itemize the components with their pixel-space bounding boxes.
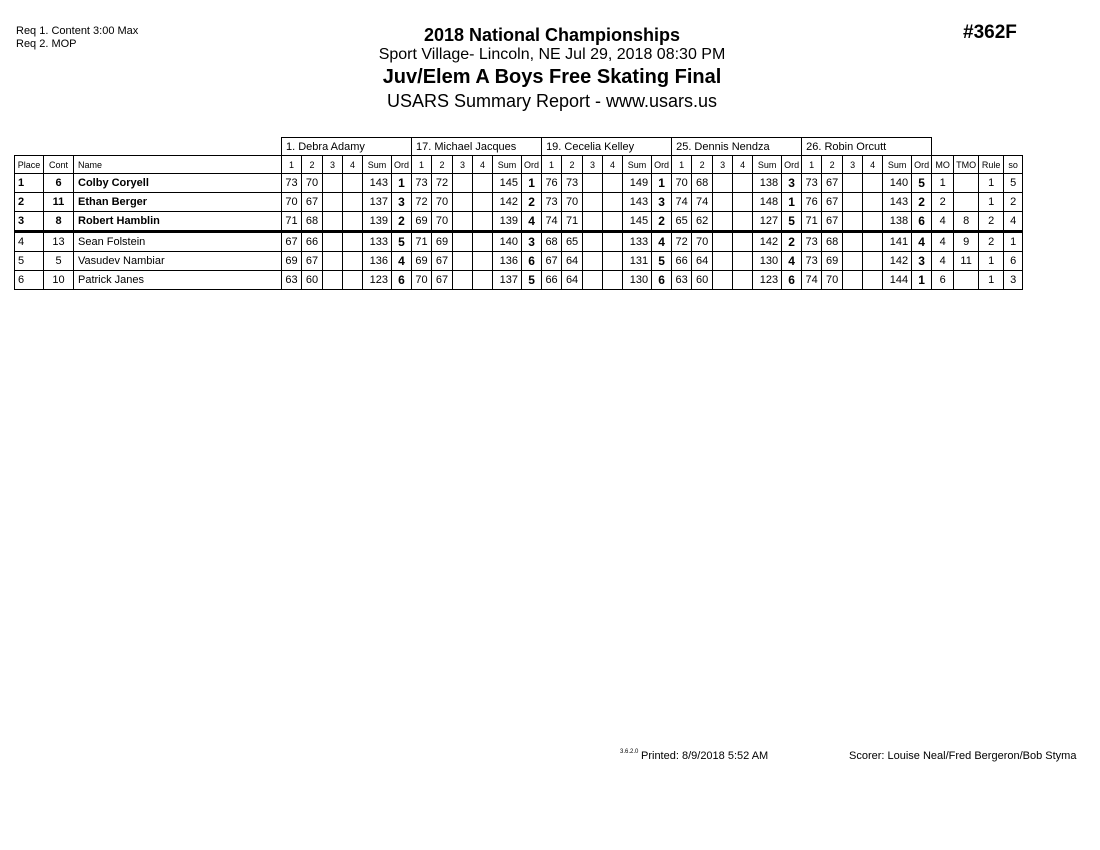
score-3 <box>583 232 603 252</box>
mo-cell: 4 <box>932 252 954 271</box>
report-name: USARS Summary Report - www.usars.us <box>386 91 718 111</box>
score-3 <box>843 212 863 232</box>
score-3 <box>843 232 863 252</box>
score-4 <box>603 232 623 252</box>
score-4 <box>603 252 623 271</box>
score-sum: 130 <box>753 252 782 271</box>
score-1: 76 <box>802 193 822 212</box>
score-3 <box>323 232 343 252</box>
place-cell: 6 <box>15 271 44 290</box>
score-2: 70 <box>302 174 323 193</box>
table-row <box>15 193 1023 212</box>
mo-header: MO <box>932 156 954 174</box>
score-2: 70 <box>822 271 843 290</box>
judge-name: 19. Cecelia Kelley <box>542 138 672 156</box>
score-sum: 148 <box>753 193 782 212</box>
score-1: 74 <box>802 271 822 290</box>
judge-column-header: Ord <box>522 156 542 174</box>
score-2: 69 <box>432 232 453 252</box>
ordinal: 3 <box>912 252 932 271</box>
score-1: 66 <box>672 252 692 271</box>
score-2: 70 <box>692 232 713 252</box>
score-3 <box>713 232 733 252</box>
tmo-cell: 9 <box>954 232 979 252</box>
score-2: 67 <box>432 252 453 271</box>
score-4 <box>343 212 363 232</box>
judge-column-header: 1 <box>412 156 432 174</box>
score-sum: 123 <box>363 271 392 290</box>
judge-column-header: 1 <box>282 156 302 174</box>
judge-column-header: Ord <box>652 156 672 174</box>
judge-column-header: Sum <box>493 156 522 174</box>
ordinal: 4 <box>912 232 932 252</box>
score-2: 68 <box>822 232 843 252</box>
score-sum: 143 <box>883 193 912 212</box>
ordinal: 1 <box>912 271 932 290</box>
score-4 <box>733 174 753 193</box>
place-cell: 3 <box>15 212 44 232</box>
judge-column-header: Sum <box>363 156 392 174</box>
ordinal: 5 <box>522 271 542 290</box>
table-row <box>15 174 1023 193</box>
score-3 <box>583 174 603 193</box>
score-1: 67 <box>542 252 562 271</box>
score-3 <box>583 212 603 232</box>
judge-column-header: 3 <box>453 156 473 174</box>
report-header <box>250 24 854 112</box>
mo-cell: 6 <box>932 271 954 290</box>
place-cell: 4 <box>15 232 44 252</box>
tmo-cell <box>954 174 979 193</box>
score-2: 72 <box>432 174 453 193</box>
score-4 <box>473 271 493 290</box>
version-code: 3.6.2.0 <box>620 749 639 755</box>
score-1: 66 <box>542 271 562 290</box>
rule-cell: 1 <box>979 271 1004 290</box>
mo-cell: 4 <box>932 232 954 252</box>
score-4 <box>343 193 363 212</box>
judge-column-header: 2 <box>822 156 843 174</box>
ordinal: 6 <box>652 271 672 290</box>
score-2: 60 <box>302 271 323 290</box>
ordinal: 1 <box>652 174 672 193</box>
score-1: 67 <box>282 232 302 252</box>
ordinal: 5 <box>652 252 672 271</box>
report-subtitle: Sport Village- Lincoln, NE Jul 29, 2018 08:30 PM <box>378 46 726 63</box>
score-2: 68 <box>692 174 713 193</box>
score-3 <box>453 174 473 193</box>
score-1: 69 <box>412 212 432 232</box>
judge-column-header: 4 <box>863 156 883 174</box>
name-header: Name <box>74 156 282 174</box>
judge-column-header: Sum <box>623 156 652 174</box>
score-sum: 142 <box>493 193 522 212</box>
skater-name: Patrick Janes <box>74 271 282 290</box>
ordinal: 6 <box>782 271 802 290</box>
score-1: 73 <box>282 174 302 193</box>
ordinal: 2 <box>782 232 802 252</box>
cont-cell: 13 <box>44 232 74 252</box>
skater-name: Colby Coryell <box>74 174 282 193</box>
score-sum: 142 <box>883 252 912 271</box>
score-1: 70 <box>282 193 302 212</box>
mo-cell: 2 <box>932 193 954 212</box>
rule-cell: 1 <box>979 193 1004 212</box>
judge-name: 17. Michael Jacques <box>412 138 542 156</box>
mo-cell: 4 <box>932 212 954 232</box>
skater-name: Sean Folstein <box>74 232 282 252</box>
ordinal: 3 <box>782 174 802 193</box>
score-3 <box>713 212 733 232</box>
score-1: 72 <box>412 193 432 212</box>
score-4 <box>863 174 883 193</box>
judges-row <box>15 138 1023 156</box>
score-sum: 127 <box>753 212 782 232</box>
score-sum: 140 <box>493 232 522 252</box>
score-2: 67 <box>432 271 453 290</box>
score-1: 68 <box>542 232 562 252</box>
judge-column-header: 1 <box>672 156 692 174</box>
skater-name: Robert Hamblin <box>74 212 282 232</box>
ordinal: 2 <box>652 212 672 232</box>
cont-cell: 6 <box>44 174 74 193</box>
score-4 <box>343 232 363 252</box>
score-4 <box>603 212 623 232</box>
judge-column-header: 3 <box>843 156 863 174</box>
score-2: 64 <box>562 271 583 290</box>
ordinal: 4 <box>782 252 802 271</box>
score-2: 60 <box>692 271 713 290</box>
score-1: 69 <box>282 252 302 271</box>
score-4 <box>863 252 883 271</box>
score-3 <box>453 232 473 252</box>
score-1: 73 <box>412 174 432 193</box>
judge-column-header: Ord <box>392 156 412 174</box>
rule-cell: 1 <box>979 252 1004 271</box>
score-3 <box>843 252 863 271</box>
judge-column-header: Ord <box>912 156 932 174</box>
ordinal: 6 <box>912 212 932 232</box>
score-sum: 142 <box>753 232 782 252</box>
requirements <box>16 25 138 51</box>
judge-column-header: 1 <box>542 156 562 174</box>
score-2: 67 <box>822 193 843 212</box>
results-table <box>14 137 1023 290</box>
score-2: 64 <box>692 252 713 271</box>
skater-name: Ethan Berger <box>74 193 282 212</box>
table-row <box>15 252 1023 271</box>
score-3 <box>713 271 733 290</box>
score-sum: 138 <box>883 212 912 232</box>
scorer-names: Scorer: Louise Neal/Fred Bergeron/Bob Styma <box>849 750 1077 762</box>
score-3 <box>453 212 473 232</box>
so-cell: 3 <box>1004 271 1023 290</box>
score-sum: 143 <box>363 174 392 193</box>
score-1: 70 <box>672 174 692 193</box>
score-sum: 149 <box>623 174 652 193</box>
score-sum: 123 <box>753 271 782 290</box>
score-3 <box>843 174 863 193</box>
score-sum: 140 <box>883 174 912 193</box>
score-3 <box>843 193 863 212</box>
judge-name: 25. Dennis Nendza <box>672 138 802 156</box>
score-1: 71 <box>412 232 432 252</box>
ordinal: 2 <box>392 212 412 232</box>
ordinal: 1 <box>522 174 542 193</box>
tmo-header: TMO <box>954 156 979 174</box>
score-1: 73 <box>802 174 822 193</box>
place-cell: 1 <box>15 174 44 193</box>
score-2: 64 <box>562 252 583 271</box>
ordinal: 5 <box>782 212 802 232</box>
table-row <box>15 271 1023 290</box>
score-3 <box>323 252 343 271</box>
judge-column-header: 3 <box>583 156 603 174</box>
score-2: 67 <box>302 193 323 212</box>
score-3 <box>323 271 343 290</box>
cont-cell: 8 <box>44 212 74 232</box>
rule-cell: 1 <box>979 174 1004 193</box>
score-4 <box>603 174 623 193</box>
ordinal: 4 <box>652 232 672 252</box>
score-4 <box>863 212 883 232</box>
rule-cell: 2 <box>979 232 1004 252</box>
judges-row-spacer <box>932 138 1023 156</box>
score-3 <box>713 174 733 193</box>
score-4 <box>863 232 883 252</box>
judge-column-header: 4 <box>343 156 363 174</box>
score-sum: 145 <box>493 174 522 193</box>
score-3 <box>713 252 733 271</box>
judge-column-header: Sum <box>753 156 782 174</box>
ordinal: 3 <box>522 232 542 252</box>
score-4 <box>473 174 493 193</box>
score-sum: 143 <box>623 193 652 212</box>
score-2: 70 <box>432 212 453 232</box>
judge-column-header: 2 <box>432 156 453 174</box>
score-sum: 136 <box>493 252 522 271</box>
score-2: 67 <box>822 212 843 232</box>
cont-header: Cont <box>44 156 74 174</box>
score-3 <box>713 193 733 212</box>
ordinal: 1 <box>782 193 802 212</box>
tmo-cell: 11 <box>954 252 979 271</box>
score-1: 63 <box>672 271 692 290</box>
so-header: so <box>1004 156 1023 174</box>
judge-column-header: 2 <box>692 156 713 174</box>
score-1: 74 <box>542 212 562 232</box>
score-sum: 131 <box>623 252 652 271</box>
so-cell: 1 <box>1004 232 1023 252</box>
event-name: Juv/Elem A Boys Free Skating Final <box>382 66 722 88</box>
score-4 <box>603 193 623 212</box>
score-2: 70 <box>432 193 453 212</box>
score-2: 73 <box>562 174 583 193</box>
score-sum: 138 <box>753 174 782 193</box>
score-4 <box>473 212 493 232</box>
score-3 <box>323 212 343 232</box>
score-sum: 141 <box>883 232 912 252</box>
score-sum: 139 <box>493 212 522 232</box>
judge-column-header: 3 <box>323 156 343 174</box>
place-header: Place <box>15 156 44 174</box>
score-3 <box>843 271 863 290</box>
place-cell: 5 <box>15 252 44 271</box>
score-1: 65 <box>672 212 692 232</box>
score-2: 66 <box>302 232 323 252</box>
judge-column-header: 2 <box>302 156 323 174</box>
score-2: 67 <box>302 252 323 271</box>
score-2: 67 <box>822 174 843 193</box>
score-2: 65 <box>562 232 583 252</box>
judge-column-header: 4 <box>473 156 493 174</box>
table-row <box>15 232 1023 252</box>
score-1: 73 <box>542 193 562 212</box>
judge-column-header: Ord <box>782 156 802 174</box>
score-sum: 130 <box>623 271 652 290</box>
score-2: 68 <box>302 212 323 232</box>
event-id: #362F <box>963 22 1017 43</box>
score-sum: 133 <box>623 232 652 252</box>
score-3 <box>583 252 603 271</box>
score-1: 74 <box>672 193 692 212</box>
score-4 <box>473 232 493 252</box>
score-3 <box>453 193 473 212</box>
score-2: 62 <box>692 212 713 232</box>
score-2: 69 <box>822 252 843 271</box>
ordinal: 6 <box>392 271 412 290</box>
ordinal: 4 <box>392 252 412 271</box>
judge-column-header: Sum <box>883 156 912 174</box>
score-4 <box>343 271 363 290</box>
score-3 <box>453 252 473 271</box>
ordinal: 3 <box>652 193 672 212</box>
score-2: 74 <box>692 193 713 212</box>
printed-timestamp: Printed: 8/9/2018 5:52 AM <box>641 750 769 762</box>
so-cell: 6 <box>1004 252 1023 271</box>
score-3 <box>453 271 473 290</box>
tmo-cell <box>954 271 979 290</box>
score-4 <box>343 252 363 271</box>
judge-column-header: 4 <box>603 156 623 174</box>
cont-cell: 10 <box>44 271 74 290</box>
ordinal: 2 <box>912 193 932 212</box>
ordinal: 1 <box>392 174 412 193</box>
requirement-2: Req 2. MOP <box>16 38 77 50</box>
judge-name: 26. Robin Orcutt <box>802 138 932 156</box>
score-4 <box>733 252 753 271</box>
score-3 <box>323 174 343 193</box>
score-4 <box>343 174 363 193</box>
so-cell: 4 <box>1004 212 1023 232</box>
score-3 <box>583 193 603 212</box>
score-sum: 137 <box>363 193 392 212</box>
score-sum: 144 <box>883 271 912 290</box>
score-sum: 137 <box>493 271 522 290</box>
mo-cell: 1 <box>932 174 954 193</box>
score-4 <box>733 271 753 290</box>
score-sum: 145 <box>623 212 652 232</box>
score-sum: 136 <box>363 252 392 271</box>
score-1: 71 <box>802 212 822 232</box>
score-3 <box>583 271 603 290</box>
score-1: 73 <box>802 252 822 271</box>
judge-name: 1. Debra Adamy <box>282 138 412 156</box>
requirement-1: Req 1. Content 3:00 Max <box>16 25 139 37</box>
column-header-row <box>15 156 1023 174</box>
table-row <box>15 212 1023 232</box>
score-2: 70 <box>562 193 583 212</box>
score-1: 73 <box>802 232 822 252</box>
score-sum: 139 <box>363 212 392 232</box>
tmo-cell <box>954 193 979 212</box>
judge-column-header: 4 <box>733 156 753 174</box>
ordinal: 2 <box>522 193 542 212</box>
report-title: 2018 National Championships <box>423 25 681 45</box>
so-cell: 2 <box>1004 193 1023 212</box>
score-4 <box>733 193 753 212</box>
score-4 <box>863 271 883 290</box>
score-1: 72 <box>672 232 692 252</box>
score-1: 69 <box>412 252 432 271</box>
score-4 <box>733 212 753 232</box>
cont-cell: 11 <box>44 193 74 212</box>
score-2: 71 <box>562 212 583 232</box>
cont-cell: 5 <box>44 252 74 271</box>
judge-column-header: 2 <box>562 156 583 174</box>
ordinal: 5 <box>912 174 932 193</box>
score-1: 71 <box>282 212 302 232</box>
score-1: 70 <box>412 271 432 290</box>
score-3 <box>323 193 343 212</box>
judge-column-header: 3 <box>713 156 733 174</box>
score-1: 76 <box>542 174 562 193</box>
skater-name: Vasudev Nambiar <box>74 252 282 271</box>
score-4 <box>473 193 493 212</box>
score-4 <box>733 232 753 252</box>
tmo-cell: 8 <box>954 212 979 232</box>
ordinal: 3 <box>392 193 412 212</box>
score-1: 63 <box>282 271 302 290</box>
judge-column-header: 1 <box>802 156 822 174</box>
ordinal: 6 <box>522 252 542 271</box>
rule-header: Rule <box>979 156 1004 174</box>
rule-cell: 2 <box>979 212 1004 232</box>
judges-row-spacer <box>15 138 282 156</box>
score-4 <box>473 252 493 271</box>
so-cell: 5 <box>1004 174 1023 193</box>
score-sum: 133 <box>363 232 392 252</box>
ordinal: 4 <box>522 212 542 232</box>
place-cell: 2 <box>15 193 44 212</box>
score-4 <box>603 271 623 290</box>
score-4 <box>863 193 883 212</box>
ordinal: 5 <box>392 232 412 252</box>
